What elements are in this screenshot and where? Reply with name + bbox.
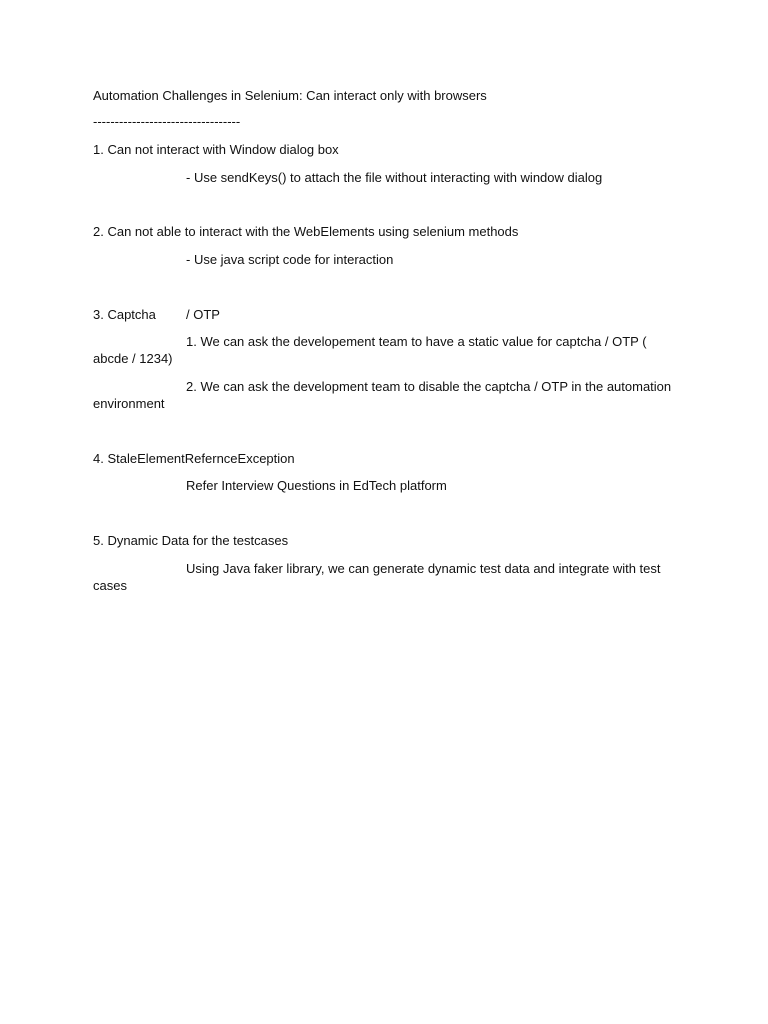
section-5-note: Using Java faker library, we can generate dynamic test data and integrate with test — [186, 561, 661, 576]
section-4-heading: 4. StaleElementRefernceException — [93, 451, 295, 466]
title-divider: ---------------------------------- — [93, 114, 241, 129]
section-3-note-1-continued: abcde / 1234) — [93, 351, 173, 366]
section-3-heading: 3. Captcha — [93, 307, 156, 322]
section-1-note: - Use sendKeys() to attach the file without interacting with window dialog — [186, 170, 603, 185]
section-1-heading: 1. Can not interact with Window dialog box — [93, 142, 339, 157]
section-3-note-2-continued: environment — [93, 396, 165, 411]
section-5-heading: 5. Dynamic Data for the testcases — [93, 533, 289, 548]
section-3-heading-suffix: / OTP — [186, 307, 220, 322]
section-2-note: - Use java script code for interaction — [186, 252, 394, 267]
document-title: Automation Challenges in Selenium: Can interact only with browsers — [93, 88, 487, 103]
section-2-heading: 2. Can not able to interact with the WebElements using selenium methods — [93, 224, 519, 239]
section-5-note-continued: cases — [93, 578, 127, 593]
section-3-note-2: 2. We can ask the development team to disable the captcha / OTP in the automation — [186, 379, 672, 394]
section-4-note: Refer Interview Questions in EdTech platform — [186, 478, 447, 493]
section-3-note-1: 1. We can ask the developement team to have a static value for captcha / OTP ( — [186, 334, 647, 349]
